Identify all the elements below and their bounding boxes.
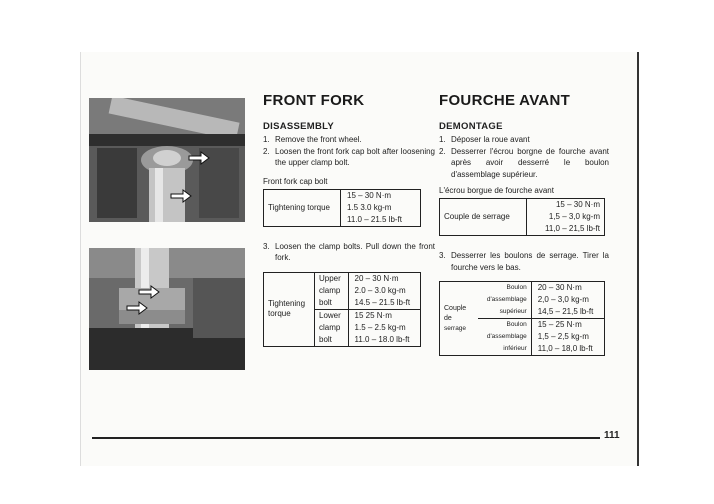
fork-cap-bolt-photo bbox=[89, 98, 245, 222]
list-item: 1. Déposer la roue avant bbox=[439, 135, 530, 144]
torque-label-fr: Couple de serrage bbox=[440, 199, 527, 236]
torque-table-fr: Couple de serrage 15 – 30 N·m 1,5 – 3,0 kg-m 11,0 – 21,5 lb-ft bbox=[439, 198, 605, 236]
list-item: 3. Desserrer les boulons de serrage. Tirer la fourche vers le bas. bbox=[439, 251, 609, 272]
caption-fr: L'écrou borgue de fourche avant bbox=[439, 186, 554, 195]
step-list-en-2 bbox=[263, 241, 435, 264]
torque-label: Tightening torque bbox=[264, 189, 341, 226]
page-title-fr: FOURCHE AVANT bbox=[439, 92, 571, 109]
list-item: 2. Desserrer l'écrou borgne de fourche avant après avoir desserré le boulon d'assemblage supérieur. bbox=[439, 146, 609, 179]
clamp-torque-table-fr: Couple de serrage Boulon 20 – 30 N·m d'assemblage 2,0 – 3,0 kg-m supérieur 14,5 – 21,5 lb-ft Boulon 15 – 25 N·m d'assemblage 1,5 – 2,5 kg-m inférieur 11,0 – 18,0 lb-ft bbox=[439, 281, 605, 356]
section-heading-en: DISASSEMBLY bbox=[263, 121, 335, 132]
clamp-torque-label: Tightening torque bbox=[264, 272, 315, 346]
list-item: 2. Loosen the front fork cap bolt after loosening the upper clamp bolt. bbox=[263, 146, 435, 167]
list-item: 1. Remove the front wheel. bbox=[263, 135, 362, 144]
footer-rule bbox=[92, 437, 600, 439]
list-item: 3. Loosen the clamp bolts. Pull down the front fork. bbox=[263, 241, 435, 262]
step-list-fr bbox=[439, 134, 609, 180]
page-number: 111 bbox=[604, 430, 620, 441]
manual-page bbox=[80, 52, 639, 466]
french-column bbox=[439, 92, 609, 356]
torque-table-en: Tightening torque 15 – 30 N·m 1.5 3.0 kg-m 11.0 – 21.5 lb-ft bbox=[263, 189, 421, 227]
page-title-en: FRONT FORK bbox=[263, 92, 365, 109]
section-heading-fr: DEMONTAGE bbox=[439, 121, 503, 132]
caption-en: Front fork cap bolt bbox=[263, 176, 328, 186]
english-column bbox=[263, 92, 435, 347]
clamp-torque-table-en: Tightening torque Upper 20 – 30 N·m clamp 2.0 – 3.0 kg-m bolt 14.5 – 21.5 lb-ft Lower 15 25 N·m clamp 1.5 – 2.5 kg-m bolt 11.0 – 18.0 lb-ft bbox=[263, 272, 421, 347]
clamp-bolts-photo bbox=[89, 248, 245, 370]
step-list-fr-2 bbox=[439, 250, 609, 273]
step-list-en bbox=[263, 134, 435, 169]
clamp-torque-label-fr: Couple de serrage bbox=[440, 282, 479, 356]
